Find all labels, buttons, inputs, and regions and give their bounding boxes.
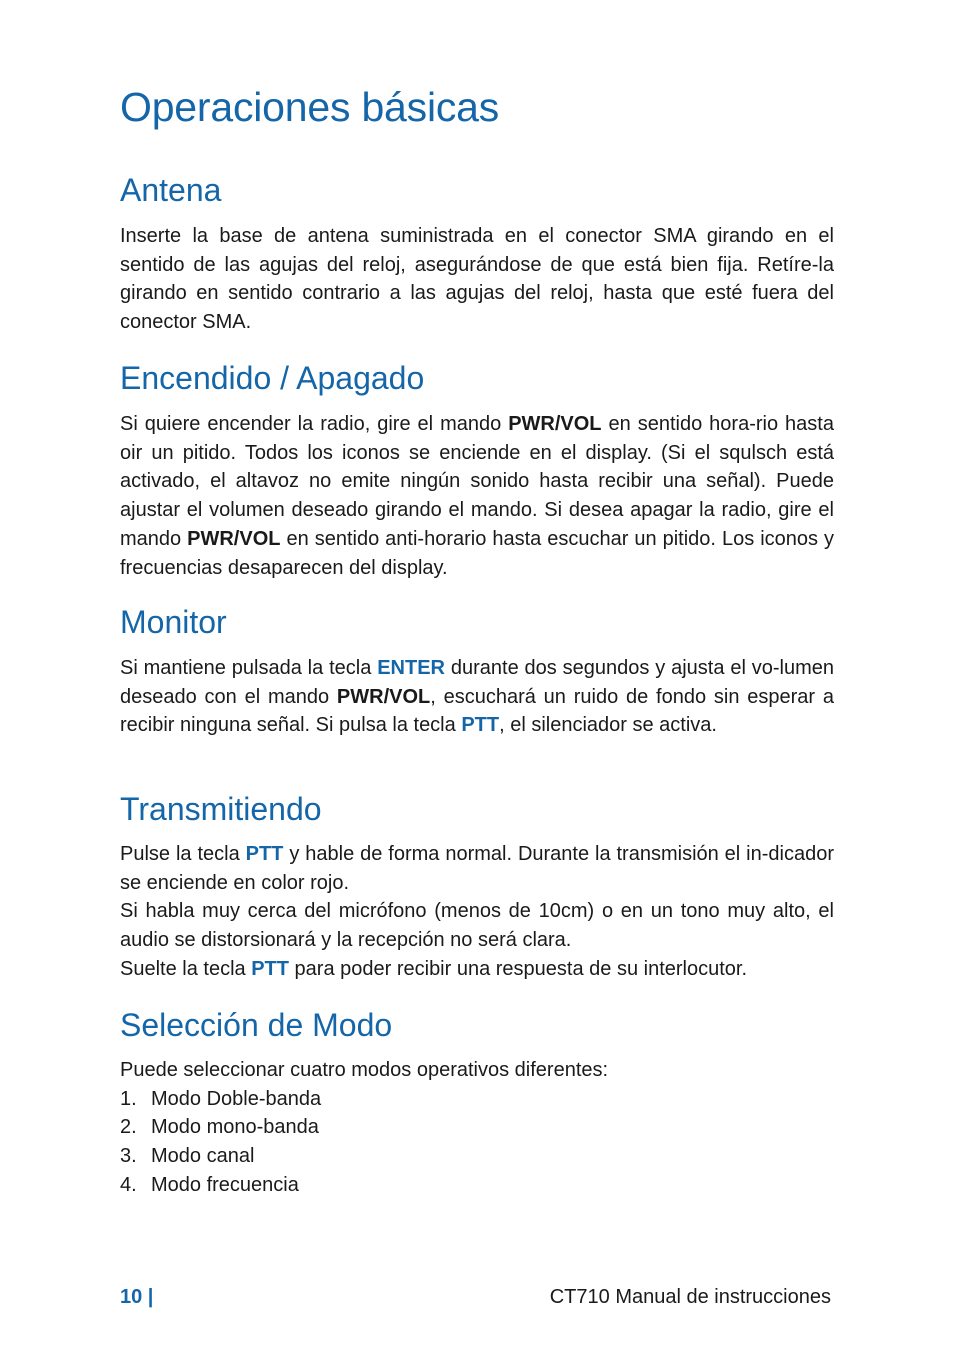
section-heading-encendido: Encendido / Apagado bbox=[120, 360, 425, 396]
transmitiendo-paragraph-3 bbox=[120, 955, 834, 984]
seleccion-intro: Puede seleccionar cuatro modos operativos diferentes: bbox=[120, 1059, 609, 1081]
list-item bbox=[120, 1142, 834, 1171]
section-seleccion-modo bbox=[120, 1005, 834, 1200]
list-item-label: Modo canal bbox=[151, 1145, 255, 1168]
section-antena bbox=[120, 170, 834, 337]
document-title: CT710 Manual de instrucciones bbox=[549, 1286, 831, 1308]
list-item-number: 1. bbox=[120, 1087, 137, 1110]
key-pwr-vol: PWR/VOL bbox=[336, 685, 431, 708]
list-item-label: Modo mono-banda bbox=[151, 1116, 319, 1139]
text-run: en sentido hora-rio hasta oir un pitido. Todos los iconos se enciende en el display. (Si el squlsch está activado, el altavoz no emite ningún sonido hasta recibir una señal). Puede ajustar el volumen deseado girando el mando. Si desea apagar la radio, gire el mando bbox=[120, 413, 834, 550]
text-run: y hable de forma normal. Durante la transmisión el in-dicador se enciende en color rojo. bbox=[120, 843, 834, 894]
text-run: en sentido anti-horario hasta escuchar un pitido. Los iconos y frecuencias desaparecen del display. bbox=[120, 527, 834, 579]
text-run: , escuchará un ruido de fondo sin esperar a recibir ninguna señal. Si pulsa la tecla bbox=[120, 685, 834, 737]
list-item-number: 4. bbox=[120, 1173, 137, 1196]
text-run: Si mantiene pulsada la tecla bbox=[120, 657, 378, 679]
monitor-paragraph bbox=[120, 654, 834, 740]
list-item bbox=[120, 1171, 834, 1200]
text-run: durante dos segundos y ajusta el vo-lumen deseado con el mando bbox=[120, 657, 835, 708]
key-pwr-vol: PWR/VOL bbox=[508, 413, 602, 435]
page-title: Operaciones básicas bbox=[120, 84, 500, 130]
section-heading-transmitiendo: Transmitiendo bbox=[120, 791, 322, 827]
text-run: , el silenciador se activa. bbox=[499, 714, 717, 737]
section-heading-antena: Antena bbox=[120, 172, 222, 208]
section-heading-seleccion: Selección de Modo bbox=[120, 1007, 393, 1043]
modes-list bbox=[120, 1085, 834, 1200]
text-run: para poder recibir una respuesta de su interlocutor. bbox=[288, 957, 748, 980]
key-ptt: PTT bbox=[245, 843, 284, 865]
list-item-label: Modo Doble-banda bbox=[151, 1087, 322, 1110]
list-item bbox=[120, 1113, 834, 1142]
key-ptt: PTT bbox=[251, 957, 289, 980]
list-item-number: 3. bbox=[120, 1145, 137, 1168]
list-item-number: 2. bbox=[120, 1116, 137, 1139]
encendido-paragraph bbox=[120, 410, 834, 582]
list-item bbox=[120, 1085, 834, 1114]
section-monitor bbox=[120, 602, 834, 740]
key-ptt: PTT bbox=[461, 714, 500, 737]
key-pwr-vol: PWR/VOL bbox=[187, 527, 281, 550]
list-item-label: Modo frecuencia bbox=[151, 1173, 299, 1196]
section-encendido bbox=[120, 358, 834, 582]
text-run: Pulse la tecla bbox=[120, 843, 246, 865]
section-transmitiendo bbox=[120, 789, 834, 984]
text-run: Si quiere encender la radio, gire el mando bbox=[120, 413, 509, 435]
section-heading-monitor: Monitor bbox=[120, 604, 227, 640]
key-enter: ENTER bbox=[377, 657, 446, 679]
antena-paragraph: Inserte la base de antena suministrada en el conector SMA girando en el sentido de las agujas del reloj, asegurándose de que está bien fija. Retíre-la girando en sentido contrario a las agujas del reloj, hasta que esté fuera del conector SMA. bbox=[120, 225, 834, 334]
transmitiendo-paragraph-1 bbox=[120, 840, 834, 897]
text-run: Suelte la tecla bbox=[120, 957, 252, 980]
page-number: 10 | bbox=[120, 1286, 154, 1308]
transmitiendo-paragraph-2: Si habla muy cerca del micrófono (menos de 10cm) o en un tono muy alto, el audio se distorsionará y la recepción no será clara. bbox=[120, 900, 834, 952]
